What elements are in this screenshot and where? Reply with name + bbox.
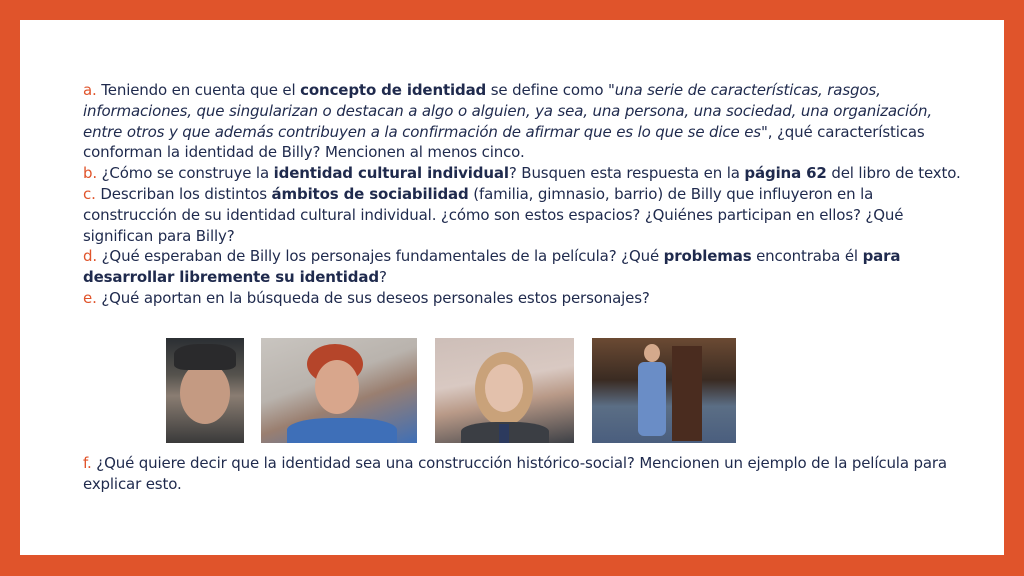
photo-older-man: [166, 338, 244, 443]
question-text: ? Busquen esta respuesta en la: [508, 164, 745, 183]
question-f-block: [83, 453, 963, 495]
question-letter: a.: [83, 81, 97, 99]
question-d: [83, 246, 963, 288]
question-a: [83, 80, 963, 163]
question-text: ¿Qué esperaban de Billy los personajes fundamentales de la película? ¿Qué: [97, 247, 664, 266]
question-quote: una serie de características, rasgos, informaciones, que singularizan o destacan a algo o alguien, ya sea, una persona, una sociedad, una organización, entre otros y que además contribuyen a la confirmación de afirmar que es lo que se dice es": [83, 81, 933, 141]
photo-boy-in-doorway: [592, 338, 736, 443]
question-text: ¿Cómo se construye la: [97, 164, 274, 183]
question-b: [83, 163, 963, 184]
question-bold: identidad cultural individual: [273, 164, 509, 183]
question-c: [83, 184, 963, 246]
question-bold: concepto de identidad: [300, 81, 487, 99]
character-photos: [166, 338, 738, 443]
question-bold: para desarrollar libremente su identidad: [83, 247, 901, 287]
question-text: ¿Qué aportan en la búsqueda de sus deseos personales estos personajes?: [96, 288, 650, 307]
question-e: [83, 288, 963, 309]
photo-woman: [261, 338, 417, 443]
question-letter: d.: [83, 247, 97, 266]
question-text: ¿Qué quiere decir que la identidad sea una construcción histórico-social? Mencionen un ejemplo de la película para explicar esto.: [83, 454, 947, 493]
question-letter: f.: [83, 454, 92, 472]
slide: [20, 20, 1004, 555]
question-text: se define como ": [486, 81, 615, 99]
question-bold: ámbitos de sociabilidad: [271, 184, 469, 203]
question-text: del libro de texto.: [826, 164, 961, 183]
question-bold: problemas: [663, 247, 752, 266]
question-f: [83, 453, 963, 495]
question-letter: b.: [83, 164, 97, 183]
question-letter: e.: [83, 288, 97, 307]
question-text: Teniendo en cuenta que el: [96, 81, 301, 99]
question-text: Describan los distintos: [95, 184, 272, 203]
question-text: encontraba él: [751, 247, 863, 266]
question-bold: página 62: [744, 164, 827, 183]
question-letter: c.: [83, 184, 96, 203]
question-text: , ¿qué características conforman la identidad de Billy? Mencionen al menos cinco.: [83, 122, 925, 162]
photo-girl: [435, 338, 574, 443]
question-text: ?: [378, 268, 387, 287]
question-text: (familia, gimnasio, barrio) de Billy que influyeron en la construcción de su identidad cultural individual. ¿cómo son estos espacios? ¿Quiénes participan en ellos? ¿Qué significan para Billy?: [83, 184, 904, 245]
questions-block: [83, 80, 963, 309]
